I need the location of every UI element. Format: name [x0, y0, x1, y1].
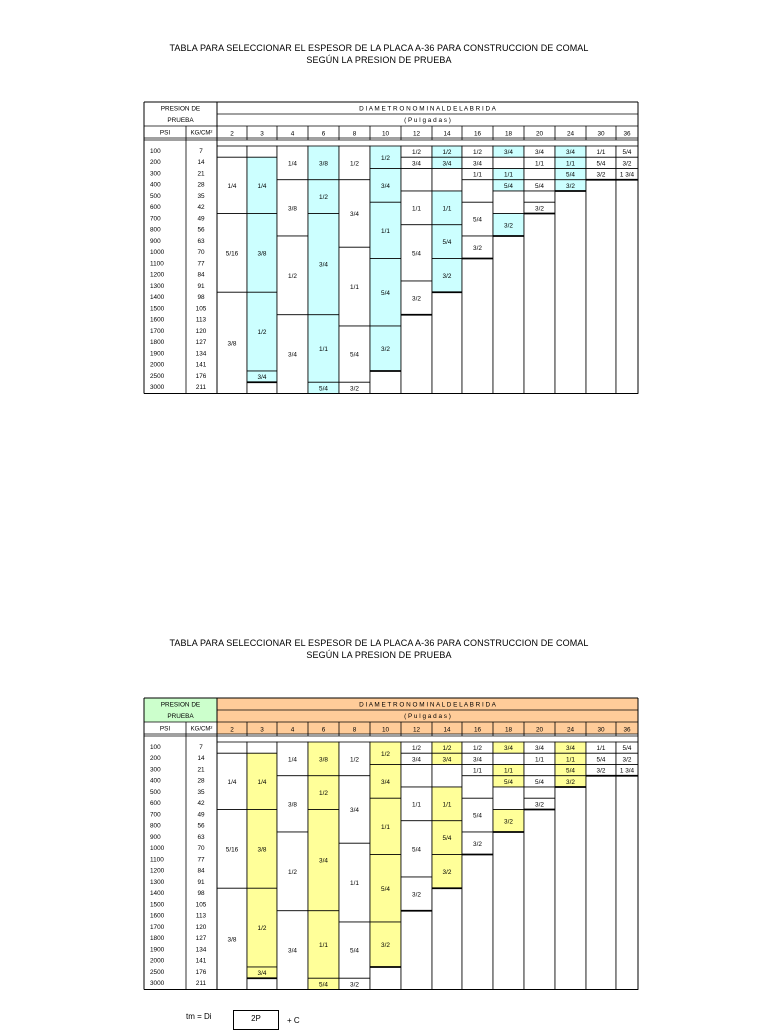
psi-value: 500 [150, 192, 161, 200]
psi-value: 1000 [150, 249, 165, 257]
thickness-cell-block [247, 742, 277, 753]
thickness-cell-block [493, 787, 524, 810]
psi-value: 800 [150, 226, 161, 234]
psi-value: 2000 [150, 957, 165, 965]
diameter-header: 14 [443, 130, 451, 138]
thickness-value: 1/2 [442, 745, 452, 753]
psi-value: 100 [150, 147, 161, 155]
thickness-value: 3/2 [442, 868, 452, 876]
empty-cell-block [370, 967, 401, 990]
psi-value: 1400 [150, 294, 165, 302]
thickness-value: 5/4 [319, 981, 328, 989]
thickness-value: 1/2 [288, 868, 297, 876]
thickness-value: 1/1 [442, 801, 452, 809]
thickness-value: 3/4 [412, 160, 421, 168]
thickness-value: 1/1 [319, 346, 328, 353]
thickness-value: 1/2 [350, 160, 359, 168]
thickness-value: 1/1 [442, 205, 452, 213]
diameter-header: 16 [473, 130, 482, 138]
kg-value: 134 [195, 946, 207, 954]
thickness-value: 3/4 [319, 261, 328, 269]
kg-value: 77 [197, 856, 205, 864]
thickness-value: 3/2 [442, 272, 452, 280]
thickness-value: 5/4 [566, 171, 575, 179]
empty-cell-block [586, 776, 616, 990]
thickness-value: 1/2 [442, 149, 452, 157]
psi-value: 1900 [150, 946, 165, 954]
thickness-cell-block [462, 776, 493, 799]
thickness-value: 3/2 [381, 942, 390, 949]
header-presion: PRESION DE [160, 105, 201, 113]
thickness-value: 3/2 [412, 295, 421, 303]
kg-value: 14 [197, 755, 205, 763]
thickness-value: 3/4 [473, 160, 482, 168]
thickness-value: 1/1 [596, 745, 606, 753]
diameter-header: 12 [412, 130, 421, 138]
thickness-value: 3/2 [622, 756, 632, 764]
diameter-header: 3 [260, 726, 264, 734]
header-prueba: PRUEBA [167, 117, 194, 124]
kg-value: 7 [199, 743, 203, 751]
kg-value: 98 [197, 890, 205, 898]
kg-value: 42 [197, 800, 205, 808]
thickness-value: 1/2 [473, 149, 482, 157]
thickness-value: 1/4 [227, 182, 237, 190]
diameter-header: 3 [260, 130, 264, 138]
thickness-value: 1/2 [381, 750, 390, 758]
thickness-value: 3/4 [288, 947, 297, 955]
title-line-1: TABLA PARA SELECCIONAR EL ESPESOR DE LA PLACA A-36 PARA CONSTRUCCION DE COMAL [169, 43, 589, 53]
kg-value: 70 [197, 249, 205, 257]
psi-value: 600 [150, 204, 161, 212]
psi-value: 600 [150, 800, 161, 808]
psi-value: 1100 [150, 856, 164, 864]
psi-value: 900 [150, 833, 161, 841]
thickness-value: 3/4 [257, 970, 267, 978]
diameter-header: 8 [352, 130, 357, 138]
diameter-header: 14 [443, 726, 451, 734]
thickness-value: 3/8 [227, 936, 237, 944]
header-pulgadas: ( P u l g a d a s ) [404, 713, 451, 720]
psi-value: 800 [150, 822, 161, 830]
thickness-value: 1/1 [350, 880, 359, 888]
title-line-2: SEGÚN LA PRESION DE PRUEBA [306, 650, 452, 660]
diameter-header: 4 [290, 726, 295, 734]
kg-value: 134 [195, 350, 207, 358]
kg-value: 84 [197, 867, 205, 875]
empty-cell-block [432, 888, 462, 989]
thickness-value: 1/1 [381, 227, 390, 235]
thickness-cell-block [493, 753, 524, 764]
thickness-value: 3/2 [596, 171, 606, 179]
thickness-cell-block [217, 742, 247, 753]
thickness-value: 1/2 [412, 149, 421, 157]
psi-value: 1000 [150, 845, 165, 853]
thickness-value: 3/2 [535, 801, 544, 809]
psi-value: 700 [150, 811, 161, 819]
kg-value: 21 [197, 766, 205, 774]
thickness-value: 3/2 [473, 244, 482, 252]
diameter-header: 6 [321, 130, 326, 138]
thickness-value: 1/1 [566, 756, 575, 764]
psi-value: 1200 [150, 867, 165, 875]
thickness-value: 1/1 [596, 149, 606, 157]
formula-box: 2P [233, 1010, 279, 1030]
empty-cell-block [493, 832, 524, 990]
header-diametro: D I A M E T R O N O M I N A L D E L A B R I D A [359, 701, 496, 709]
thickness-value: 3/2 [381, 346, 390, 353]
psi-value: 1500 [150, 901, 165, 909]
thickness-value: 3/2 [596, 767, 606, 775]
thickness-value: 1/2 [319, 790, 328, 798]
psi-value: 700 [150, 215, 161, 223]
thickness-value: 5/4 [622, 149, 632, 157]
empty-cell-block [401, 911, 432, 990]
thickness-value: 5/4 [473, 216, 482, 224]
thickness-value: 5/16 [225, 250, 239, 258]
diameter-header: 18 [504, 726, 513, 734]
thickness-value: 3/2 [350, 385, 359, 393]
formula-rhs: + C [287, 1016, 300, 1025]
kg-value: 98 [197, 294, 205, 302]
diameter-header: 36 [623, 726, 631, 734]
header-psi: PSI [159, 725, 171, 733]
thickness-value: 1/2 [473, 745, 482, 753]
thickness-value: 1 3/4 [619, 767, 635, 775]
thickness-value: 3/2 [473, 840, 482, 848]
thickness-value: 5/4 [350, 351, 359, 359]
thickness-value: 3/2 [566, 182, 575, 190]
psi-value: 400 [150, 777, 161, 785]
diameter-header: 8 [352, 726, 357, 734]
thickness-value: 5/4 [622, 745, 632, 753]
kg-value: 84 [197, 271, 205, 279]
thickness-value: 3/4 [319, 857, 328, 865]
thickness-value: 3/4 [566, 149, 575, 157]
kg-value: 91 [197, 878, 205, 886]
psi-value: 1300 [150, 282, 165, 290]
kg-value: 120 [195, 327, 207, 335]
kg-value: 28 [197, 777, 205, 785]
header-presion: PRESION DE [160, 701, 201, 709]
thickness-value: 1/1 [412, 205, 421, 213]
empty-cell-block [555, 787, 586, 990]
kg-value: 211 [195, 384, 207, 392]
psi-value: 900 [150, 237, 161, 245]
psi-value: 400 [150, 181, 161, 189]
kg-value: 105 [195, 901, 207, 909]
thickness-value: 5/4 [412, 250, 421, 258]
kg-value: 28 [197, 181, 205, 189]
header-kg: KG/CM² [190, 130, 213, 137]
thickness-value: 5/4 [442, 239, 452, 247]
thickness-value: 1/4 [288, 160, 297, 168]
psi-value: 200 [150, 159, 161, 167]
thickness-value: 5/4 [350, 947, 359, 955]
diameter-header: 24 [566, 726, 575, 734]
kg-value: 56 [197, 822, 205, 830]
diameter-header: 30 [597, 130, 605, 138]
header-psi: PSI [159, 129, 171, 137]
thickness-value: 3/2 [535, 205, 544, 213]
psi-value: 1800 [150, 935, 165, 943]
kg-value: 176 [195, 372, 207, 380]
kg-value: 49 [197, 811, 205, 819]
thickness-value: 3/4 [504, 745, 513, 753]
thickness-value: 3/4 [535, 745, 544, 753]
kg-value: 7 [199, 147, 203, 155]
empty-cell-block [616, 776, 638, 990]
thickness-value: 5/16 [225, 846, 239, 854]
thickness-value: 3/4 [381, 778, 390, 786]
kg-value: 21 [197, 170, 205, 178]
thickness-value: 5/4 [504, 182, 513, 190]
thickness-value: 3/8 [319, 756, 328, 764]
thickness-value: 3/4 [535, 149, 544, 157]
thickness-value: 3/4 [350, 211, 359, 218]
thickness-value: 3/8 [227, 340, 237, 348]
kg-value: 63 [197, 833, 205, 841]
thickness-value: 3/4 [504, 149, 513, 157]
thickness-value: 3/4 [442, 756, 452, 764]
thickness-value: 3/4 [288, 351, 297, 359]
diameter-header: 2 [230, 726, 234, 734]
thickness-value: 1/1 [504, 171, 513, 179]
thickness-value: 3/8 [319, 160, 328, 168]
psi-value: 300 [150, 766, 161, 774]
psi-value: 2000 [150, 361, 165, 369]
thickness-value: 1/1 [381, 823, 390, 831]
thickness-value: 1/1 [412, 801, 421, 809]
psi-value: 1400 [150, 890, 165, 898]
thickness-value: 5/4 [381, 289, 390, 297]
thickness-value: 3/4 [257, 374, 267, 382]
title-line-1: TABLA PARA SELECCIONAR EL ESPESOR DE LA PLACA A-36 PARA CONSTRUCCION DE COMAL [169, 638, 589, 648]
psi-value: 3000 [150, 384, 165, 392]
thickness-value: 3/2 [566, 778, 575, 786]
thickness-value: 1/1 [504, 767, 513, 775]
psi-value: 1500 [150, 305, 165, 313]
thickness-value: 3/4 [381, 182, 390, 190]
kg-value: 176 [195, 968, 207, 976]
thickness-value: 3/8 [288, 801, 297, 809]
diameter-header: 20 [535, 726, 544, 734]
diameter-header: 10 [381, 130, 390, 138]
kg-value: 105 [195, 305, 207, 313]
thickness-value: 1/2 [319, 194, 328, 202]
kg-value: 113 [195, 316, 207, 324]
psi-value: 2500 [150, 968, 165, 976]
diameter-header: 12 [412, 726, 421, 734]
psi-value: 500 [150, 788, 161, 796]
kg-value: 120 [195, 923, 207, 931]
kg-value: 127 [195, 935, 207, 943]
thickness-value: 3/8 [288, 205, 297, 213]
header-kg: KG/CM² [190, 726, 213, 733]
thickness-value: 3/4 [566, 745, 575, 753]
psi-value: 1100 [150, 260, 164, 268]
thickness-value: 1/1 [535, 756, 544, 764]
psi-value: 1600 [150, 316, 165, 324]
thickness-value: 1/2 [257, 329, 267, 337]
kg-value: 211 [195, 980, 207, 988]
thickness-value: 3/4 [350, 807, 359, 814]
thickness-cell-block [524, 765, 555, 776]
kg-value: 113 [195, 912, 207, 920]
header-diametro: D I A M E T R O N O M I N A L D E L A B R I D A [359, 105, 496, 113]
thickness-value: 3/4 [442, 160, 452, 168]
thickness-value: 1/4 [288, 756, 297, 764]
thickness-value: 3/8 [257, 846, 267, 854]
thickness-value: 3/4 [412, 756, 421, 764]
kg-value: 42 [197, 204, 205, 212]
psi-value: 1700 [150, 923, 165, 931]
diameter-header: 18 [504, 130, 513, 138]
thickness-value: 5/4 [535, 778, 544, 786]
thickness-value: 3/8 [257, 250, 267, 258]
thickness-value: 5/4 [473, 812, 482, 820]
title-line-2: SEGÚN LA PRESION DE PRUEBA [306, 55, 452, 65]
kg-value: 56 [197, 226, 205, 234]
psi-value: 3000 [150, 980, 165, 988]
diameter-header: 6 [321, 726, 326, 734]
header-prueba: PRUEBA [167, 713, 194, 720]
thickness-value: 3/2 [412, 891, 421, 899]
thickness-value: 1/1 [535, 160, 544, 168]
thickness-value: 3/2 [504, 818, 513, 826]
kg-value: 35 [197, 788, 205, 796]
psi-value: 300 [150, 170, 161, 178]
empty-cell-block [462, 855, 493, 990]
thickness-value: 1/4 [257, 182, 267, 190]
thickness-value: 1/1 [566, 160, 575, 168]
thickness-value: 5/4 [504, 778, 513, 786]
thickness-value: 1/1 [473, 171, 482, 179]
diameter-header: 20 [535, 130, 544, 138]
thickness-value: 5/4 [381, 885, 390, 893]
thickness-value: 5/4 [442, 835, 452, 843]
thickness-value: 3/2 [504, 222, 513, 230]
thickness-value: 1 3/4 [619, 171, 635, 179]
thickness-value: 1/2 [412, 745, 421, 753]
thickness-value: 1/2 [381, 154, 390, 162]
psi-value: 200 [150, 755, 161, 763]
thickness-value: 1/1 [350, 284, 359, 292]
kg-value: 127 [195, 339, 207, 347]
header-pulgadas: ( P u l g a d a s ) [404, 117, 451, 124]
kg-value: 49 [197, 215, 205, 223]
psi-value: 1200 [150, 271, 165, 279]
psi-value: 1700 [150, 327, 165, 335]
diameter-header: 16 [473, 726, 482, 734]
diameter-header: 36 [623, 130, 631, 138]
thickness-value: 3/2 [350, 981, 359, 989]
thickness-value: 5/4 [412, 846, 421, 854]
thickness-cell-block [524, 787, 555, 798]
thickness-cell-block [401, 765, 432, 788]
thickness-value: 1/2 [288, 272, 297, 280]
kg-value: 77 [197, 260, 205, 268]
psi-value: 1600 [150, 912, 165, 920]
diameter-header: 10 [381, 726, 390, 734]
thickness-value: 1/2 [350, 756, 359, 764]
kg-value: 141 [195, 957, 207, 965]
kg-value: 14 [197, 159, 205, 167]
thickness-value: 5/4 [319, 385, 328, 393]
thickness-value: 1/1 [319, 942, 328, 949]
thickness-value: 5/4 [596, 756, 606, 764]
empty-cell-block [247, 978, 277, 989]
thickness-value: 5/4 [566, 767, 575, 775]
psi-value: 2500 [150, 372, 165, 380]
thickness-value: 3/2 [622, 160, 632, 168]
thickness-value: 1/4 [257, 778, 267, 786]
psi-value: 1900 [150, 350, 165, 358]
psi-value: 1300 [150, 878, 165, 886]
diameter-header: 30 [597, 726, 605, 734]
kg-value: 70 [197, 845, 205, 853]
formula-lhs: tm = Di [186, 1012, 212, 1021]
thickness-value: 1/2 [257, 925, 267, 933]
empty-cell-block [524, 810, 555, 990]
diameter-header: 24 [566, 130, 575, 138]
thickness-value: 3/4 [473, 756, 482, 764]
thickness-value: 5/4 [535, 182, 544, 190]
thickness-cell-block [432, 765, 462, 788]
kg-value: 63 [197, 237, 205, 245]
psi-value: 1800 [150, 339, 165, 347]
kg-value: 141 [195, 361, 207, 369]
thickness-value: 1/4 [227, 778, 237, 786]
kg-value: 91 [197, 282, 205, 290]
psi-value: 100 [150, 743, 161, 751]
diameter-header: 4 [290, 130, 295, 138]
thickness-value: 5/4 [596, 160, 606, 168]
kg-value: 35 [197, 192, 205, 200]
diameter-header: 2 [230, 130, 234, 138]
thickness-value: 1/1 [473, 767, 482, 775]
